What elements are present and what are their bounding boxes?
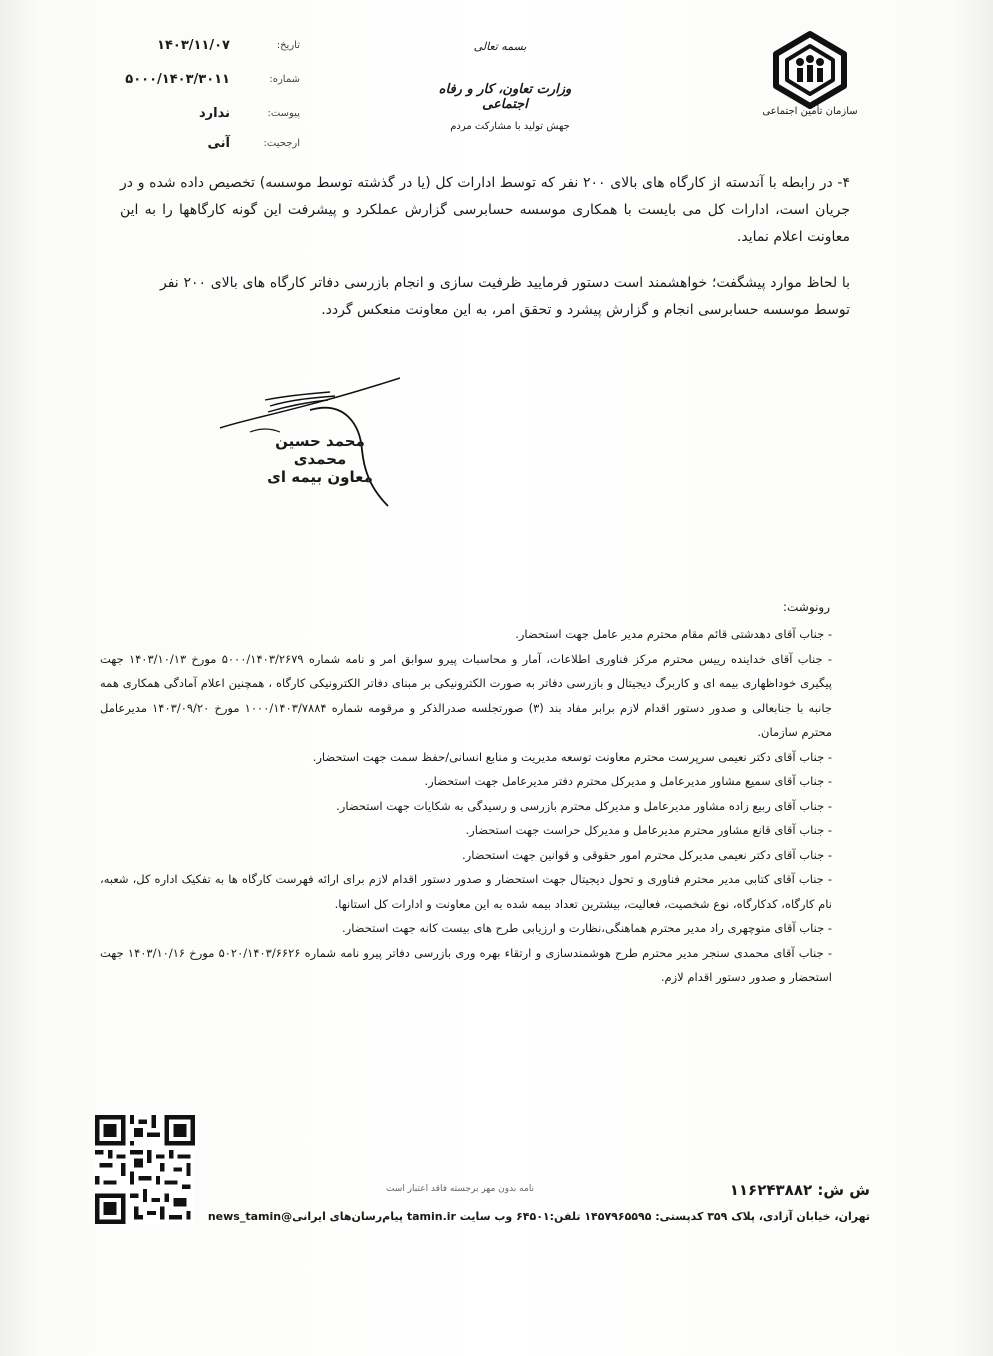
cc-item: - جناب آقای منوچهری راد مدیر محترم هماهنگی،نظارت و ارزیابی طرح های بیست کانه جهت استحضار. bbox=[342, 921, 832, 935]
qr-code-icon bbox=[95, 1112, 195, 1227]
cc-item: - جناب آقای دکتر نعیمی سرپرست محترم معاونت توسعه مدیریت و منابع انسانی/حفظ سمت جهت استحضار. bbox=[312, 749, 832, 764]
cc-list bbox=[100, 622, 832, 990]
cc-item: - جناب آقای کتابی مدیر محترم فناوری و تحول دیجیتال جهت استحضار و صدور دستور اقدام لازم برای ارائه فهرست کارگاه ها به تفکیک اداره کل، شعبه، نام کارگاه، کدکارگاه، نوع شخصیت، فعالیت، بیشترین تعداد بیمه شده به این معاونت و ادارات کل استانها. bbox=[100, 872, 832, 911]
date-value: ۱۴۰۳/۱۱/۰۷ bbox=[157, 38, 230, 53]
cc-item: - جناب آقای ربیع زاده مشاور مدیرعامل و مدیرکل محترم بازرسی و رسیدگی به شکایات جهت استحضار. bbox=[336, 798, 832, 813]
bismillah: بسمه تعالی bbox=[473, 40, 527, 53]
cc-heading: رونوشت: bbox=[782, 600, 830, 614]
date-label: تاریخ: bbox=[276, 40, 300, 51]
ministry-name: وزارت تعاون، کار و رفاه اجتماعی bbox=[438, 82, 572, 112]
meta-number bbox=[125, 72, 300, 94]
tamin-logo-icon bbox=[770, 30, 850, 110]
cc-item: - جناب آقای خداینده رییس محترم مرکز فناوری اطلاعات، آمار و محاسبات پیرو سوابق امر و نامه شماره ۵۰۰۰/۱۴۰۳/۲۶۷۹ مورخ ۱۴۰۳/۱۰/۱۳ جهت پیگیری خوداظهاری بیمه ای و کاربرگ دیجیتال و بازرسی دفاتر به صورت الکترونیکی بر مبنای دفاتر الکترونیکی کارگاه ، همچنین اعلام آمادگی همکاری همه جانبه با جنابعالی و صدور دستور اقدام لازم برابر مفاد بند (۳) صورتجلسه صدرالذکر و مرقومه شماره ۱۰۰۰/۱۴۰۳/۷۸۸۴ مورخ ۱۴۰۳/۰۹/۲۰ مدیرعامل محترم سازمان. bbox=[100, 651, 833, 739]
tracking-number: ش ش: ۱۱۶۲۴۳۸۸۲ bbox=[729, 1181, 870, 1199]
body-paragraph-2: با لحاظ موارد پیشگفت؛ خواهشمند است دستور فرمایید ظرفیت سازی و انجام بازرسی دفاتر کارگاه های بالای ۲۰۰ نفر توسط موسسه حسابرسی انجام و گزارش پیشرد و تحقق امر، به این معاونت منعکس گردد. bbox=[160, 275, 851, 318]
attachment-label: پیوست: bbox=[267, 108, 300, 119]
cc-item: - جناب آقای قانع مشاور محترم مدیرعامل و مدیرکل حراست جهت استحضار. bbox=[465, 823, 832, 837]
body-paragraph-1: ۴- در رابطه با آندسته از کارگاه های بالای ۲۰۰ نفر که توسط ادارات کل (یا در گذشته توسط موسسه) تخصیص داده شده و در جریان است، ادارات کل می بایست با همکاری موسسه حسابرسی گزارش عملکرد و پیشرفت این گونه کارگاهها را به این معاونت اعلام نماید. bbox=[120, 175, 850, 245]
signatory-name: محمد حسین محمدی bbox=[275, 432, 365, 468]
meta-date bbox=[140, 38, 300, 60]
footer-address: تهران، خیابان آزادی، پلاک ۳۵۹ کدپستی: ۱۴۵۷۹۶۵۵۹۵ تلفن:۶۴۵۰۱ وب سایت tamin.ir پیام‌رسان‌های ایرانی@news_tamin bbox=[207, 1210, 870, 1223]
cc-item: - جناب آقای سمیع مشاور مدیرعامل و مدیرکل محترم دفتر مدیرعامل جهت استحضار. bbox=[424, 774, 832, 788]
org-name: سازمان تأمین اجتماعی bbox=[762, 106, 858, 117]
stamp-note: نامه بدون مهر برجسته فاقد اعتبار است bbox=[385, 1184, 535, 1194]
number-label: شماره: bbox=[269, 74, 300, 85]
priority-label: ارجحیت: bbox=[263, 138, 300, 149]
slogan: جهش تولید با مشارکت مردم bbox=[450, 121, 570, 132]
meta-priority bbox=[140, 136, 300, 158]
priority-value: آنی bbox=[207, 136, 230, 151]
attachment-value: ندارد bbox=[198, 106, 230, 121]
number-value: ۵۰۰۰/۱۴۰۳/۳۰۱۱ bbox=[125, 72, 230, 87]
cc-item: - جناب آقای دکتر نعیمی مدیرکل محترم امور حقوقی و قوانین جهت استحضار. bbox=[462, 847, 832, 862]
signatory-title: معاون بیمه ای bbox=[267, 468, 373, 486]
cc-item: - جناب آقای محمدی سنجر مدیر محترم طرح هوشمندسازی و ارتقاء بهره وری بازرسی دفاتر پیرو نامه شماره ۵۰۲۰/۱۴۰۳/۶۶۲۶ مورخ ۱۴۰۳/۱۰/۱۶ جهت استحضار و صدور دستور اقدام لازم. bbox=[100, 945, 832, 984]
meta-attachment bbox=[140, 106, 300, 128]
cc-item: - جناب آقای دهدشتی قائم مقام محترم مدیر عامل جهت استحضار. bbox=[515, 627, 832, 641]
